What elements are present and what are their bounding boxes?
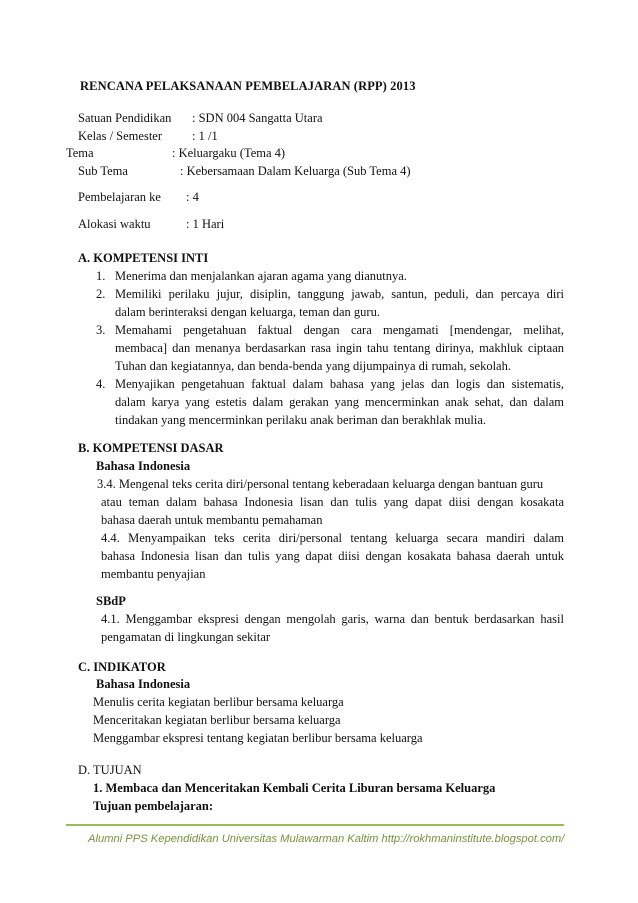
list-item: dalam karya yang estetis dalam gerakan yang mencerminkan anak sehat, dan dalam xyxy=(115,395,564,409)
satuan-value: : SDN 004 Sangatta Utara xyxy=(192,111,323,125)
subtema-label: Sub Tema xyxy=(78,164,128,178)
subject-heading: Bahasa Indonesia xyxy=(96,677,191,691)
kd-line: bahasa daerah untuk membantu pemahaman xyxy=(101,513,323,527)
subject-heading: SBdP xyxy=(96,594,126,608)
footer-divider xyxy=(66,824,564,826)
document-title: RENCANA PELAKSANAAN PEMBELAJARAN (RPP) 2013 xyxy=(80,79,416,93)
kd-line: pengamatan di lingkungan sekitar xyxy=(101,630,271,644)
list-item: dalam berinteraksi dengan keluarga, teman dan guru. xyxy=(115,305,380,319)
kd-line: atau teman dalam bahasa Indonesia lisan dan tulis yang dapat diisi dengan kosakata xyxy=(101,495,564,509)
kd-line: bahasa Indonesia lisan dan tulis yang dapat diisi dengan kosakata bahasa daerah untuk xyxy=(101,549,564,563)
list-item: tindakan yang mencerminkan perilaku anak beriman dan berakhlak mulia. xyxy=(115,413,487,427)
kelas-value: : 1 /1 xyxy=(192,129,218,143)
list-item: Tuhan dan kegiatannya, dan benda-benda yang dijumpainya di rumah, sekolah. xyxy=(115,359,511,373)
alokasi-value: : 1 Hari xyxy=(186,217,225,231)
list-item: Memiliki perilaku jujur, disiplin, tanggung jawab, santun, peduli, dan percaya diri xyxy=(115,287,564,301)
list-item: Menerima dan menjalankan ajaran agama yang dianutnya. xyxy=(115,269,407,283)
list-item: Memahami pengetahuan faktual dengan cara mengamati [mendengar, melihat, xyxy=(115,323,564,337)
kd-line: 4.1. Menggambar ekspresi dengan mengolah garis, warna dan bentuk berdasarkan hasil xyxy=(101,612,564,626)
indicator-item: Menggambar ekspresi tentang kegiatan berlibur bersama keluarga xyxy=(93,731,423,745)
section-b-heading: B. KOMPETENSI DASAR xyxy=(78,441,224,455)
tema-value: : Keluargaku (Tema 4) xyxy=(172,146,286,160)
satuan-label: Satuan Pendidikan xyxy=(78,111,172,125)
pembelajaran-label: Pembelajaran ke xyxy=(78,190,161,204)
kelas-label: Kelas / Semester xyxy=(78,129,163,143)
tema-label: Tema xyxy=(66,146,94,160)
section-a-heading: A. KOMPETENSI INTI xyxy=(78,251,209,265)
kd-line: 4.4. Menyampaikan teks cerita diri/personal tentang keluarga secara mandiri dalam xyxy=(101,531,564,545)
list-item-number: 1. xyxy=(96,269,106,283)
objective-line: 1. Membaca dan Menceritakan Kembali Cerita Liburan bersama Keluarga xyxy=(93,781,496,795)
kd-line: membantu penyajian xyxy=(101,567,206,581)
list-item-number: 2. xyxy=(96,287,106,301)
list-item: Menyajikan pengetahuan faktual dalam bahasa yang jelas dan logis dan sistematis, xyxy=(115,377,564,391)
subject-heading: Bahasa Indonesia xyxy=(96,459,191,473)
subtema-value: : Kebersamaan Dalam Keluarga (Sub Tema 4) xyxy=(180,164,411,178)
indicator-item: Menceritakan kegiatan berlibur bersama keluarga xyxy=(93,713,341,727)
list-item-number: 3. xyxy=(96,323,106,337)
kd-line: 3.4. Mengenal teks cerita diri/personal tentang keberadaan keluarga dengan bantuan guru xyxy=(97,477,544,491)
footer-text: Alumni PPS Kependidikan Universitas Mulawarman Kaltim http://rokhmaninstitute.blogspot.com/ xyxy=(88,833,565,845)
list-item: membaca] dan menanya berdasarkan rasa ingin tahu tentang dirinya, makhluk ciptaan xyxy=(115,341,564,355)
objective-subheading: Tujuan pembelajaran: xyxy=(93,799,214,813)
pembelajaran-value: : 4 xyxy=(186,190,199,204)
indicator-item: Menulis cerita kegiatan berlibur bersama keluarga xyxy=(93,695,344,709)
list-item-number: 4. xyxy=(96,377,106,391)
section-c-heading: C. INDIKATOR xyxy=(78,660,166,674)
section-d-heading: D. TUJUAN xyxy=(78,763,142,777)
alokasi-label: Alokasi waktu xyxy=(78,217,151,231)
